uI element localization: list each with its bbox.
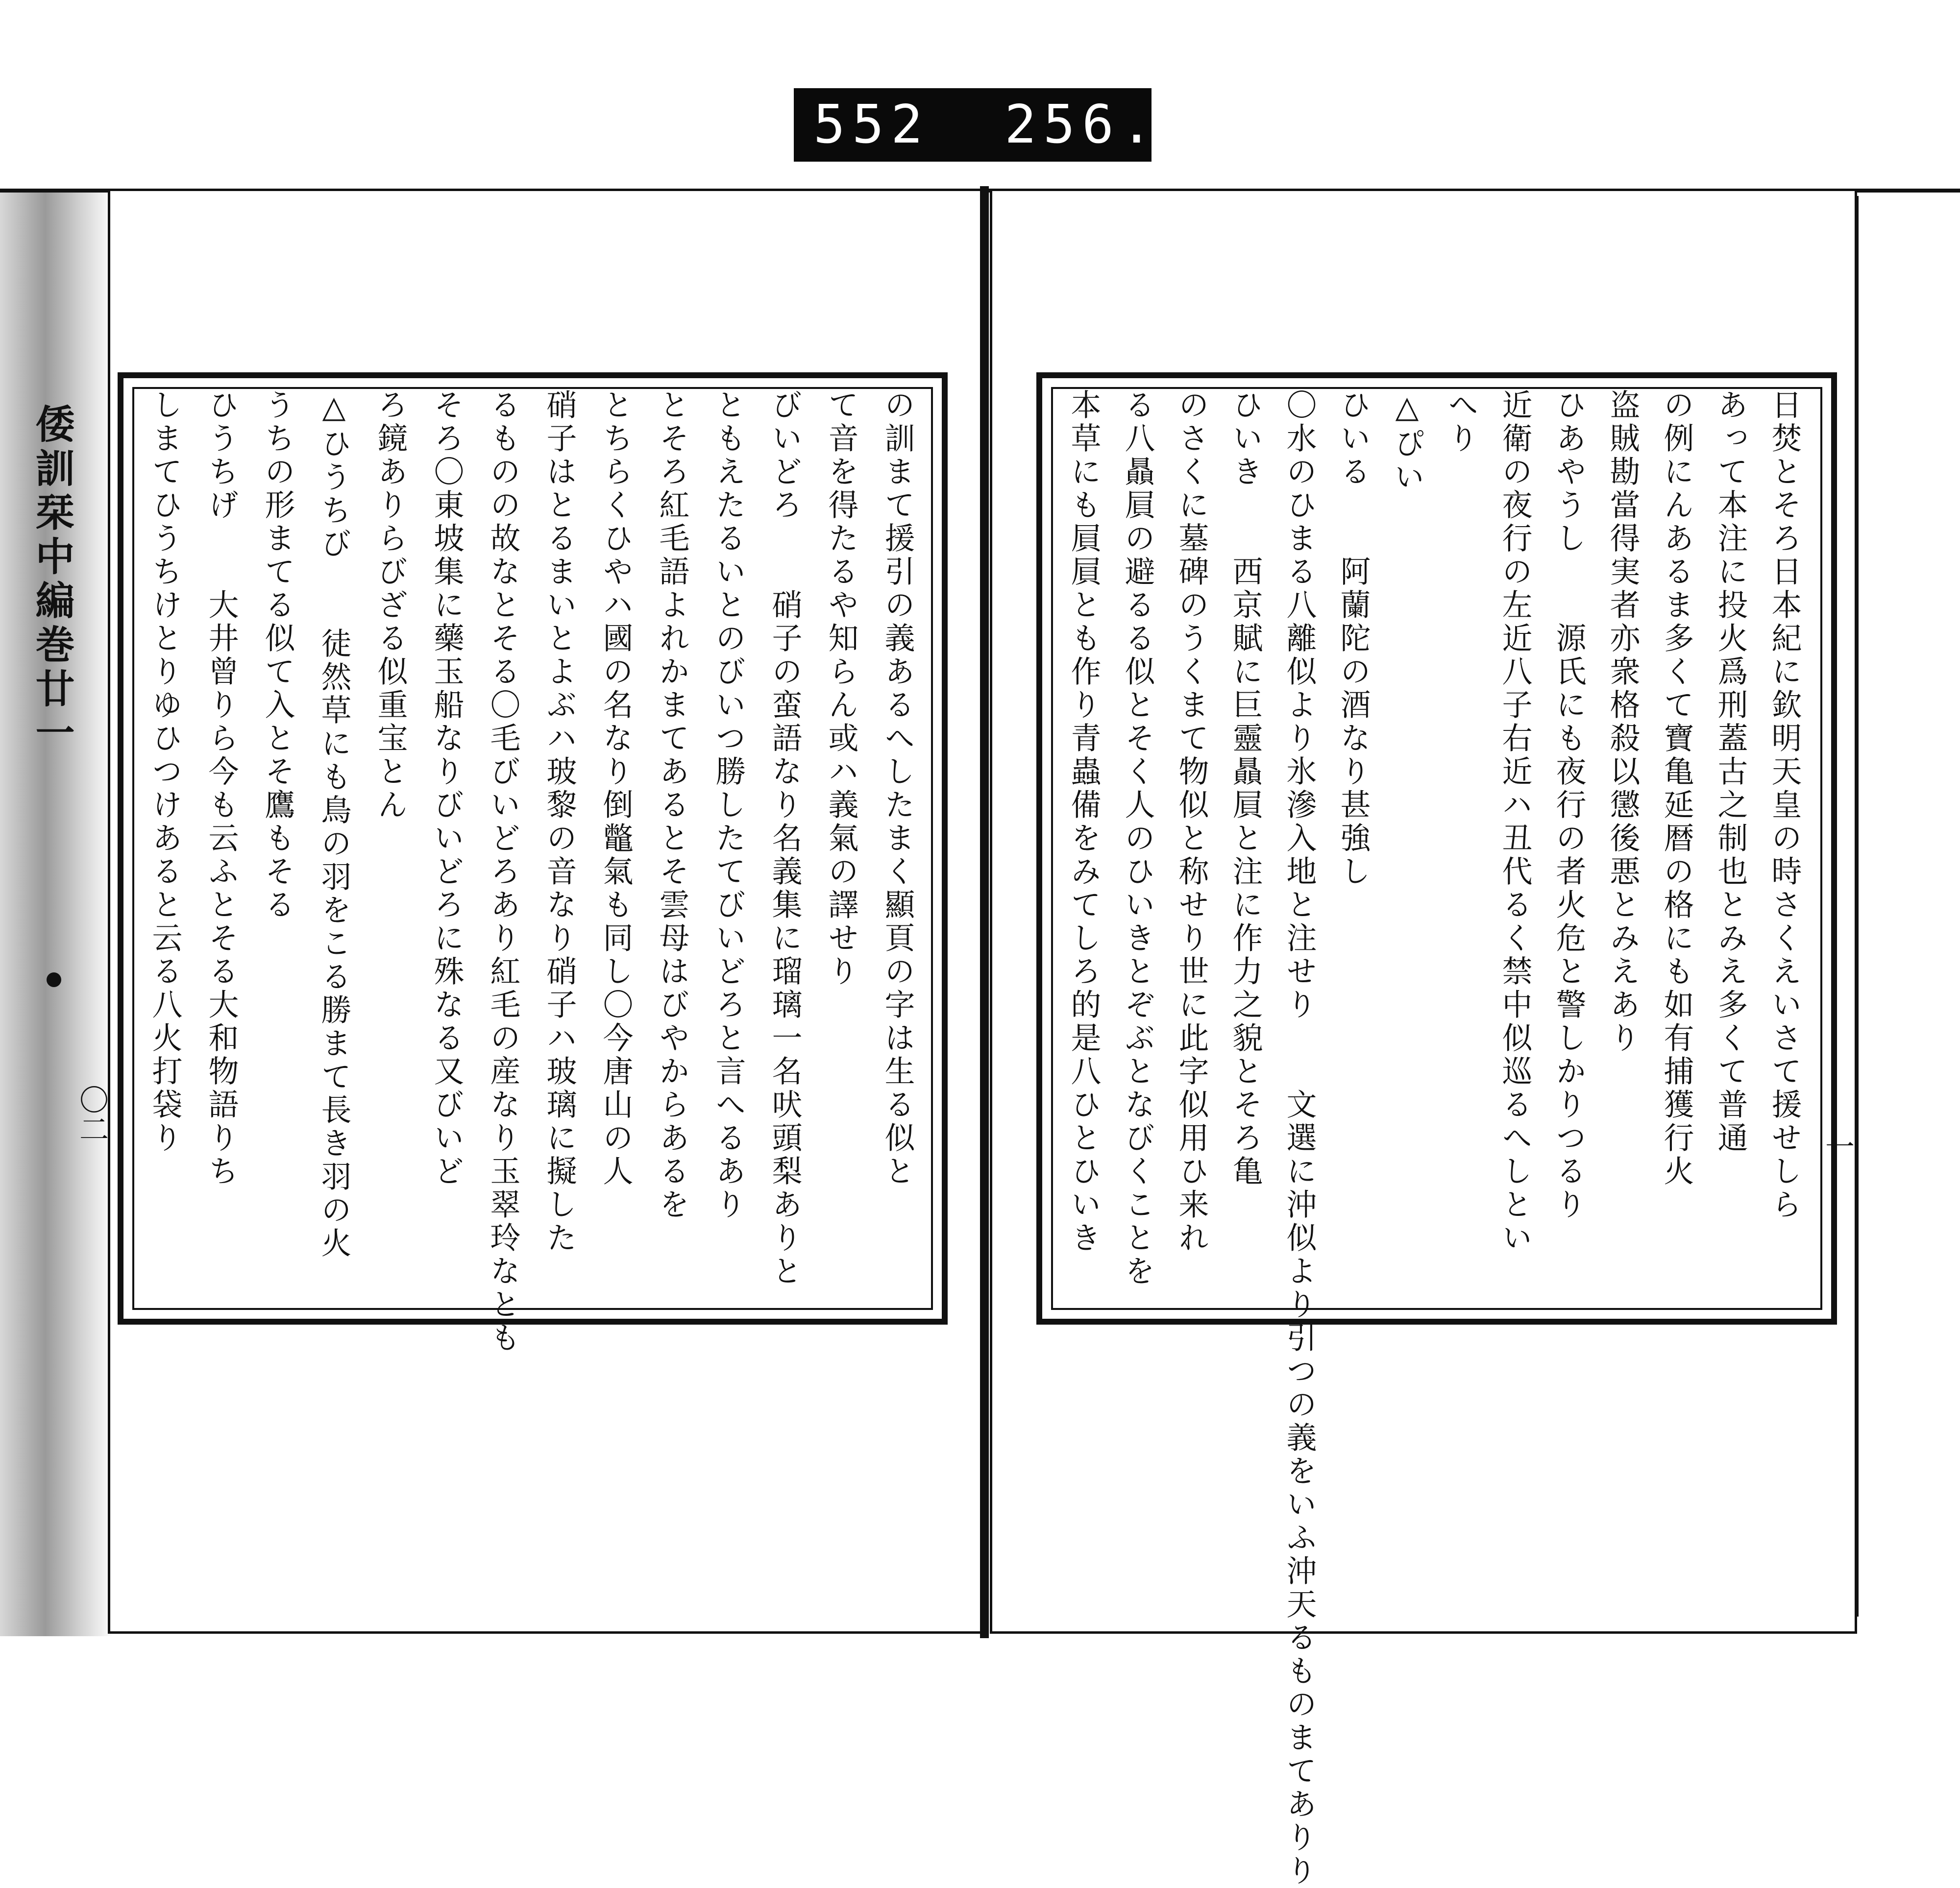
- right-text-column: ひいき 西京賦に巨靈贔屓と注に作力之貌とそろ亀: [1227, 389, 1263, 1188]
- catalog-number-tag: [794, 88, 1160, 162]
- left-text-column: うちの形まてる似て入とそ鷹もそる: [260, 389, 295, 922]
- left-text-column: とそろ紅毛語よれかまてあるとそ雲母はびやからあるを: [654, 389, 690, 1222]
- catalog-number-left: 552: [813, 94, 930, 155]
- left-text-column: るものの故なとそる〇毛びいどろあり紅毛の産なり玉翠玲なとも: [485, 389, 521, 1355]
- book-spine: [980, 186, 989, 1638]
- right-page-folio: 一: [1825, 1130, 1855, 1164]
- right-page-inner-border: [1051, 387, 1855, 1888]
- left-text-column: とちらくひやハ國の名なり倒鼈氣も同し〇今唐山の人: [598, 389, 634, 1188]
- right-text-column: 近衛の夜行の左近八子右近ハ丑代るく禁中似巡るへしとい: [1497, 389, 1533, 1255]
- right-text-column: のさくに墓碑のうくまて物似と称せり世に此字似用ひ来れ: [1174, 389, 1209, 1255]
- right-text-column: 盗賊勘當得実者亦衆格殺以懲後悪とみえあり: [1605, 389, 1641, 1055]
- left-text-column: ろ鏡ありらびざる似重宝とん: [372, 389, 408, 822]
- left-text-column: て音を得たるや知らん或ハ義氣の譯せり: [823, 389, 859, 989]
- right-text-column: ひいる 阿蘭陀の酒なり甚強し: [1335, 389, 1371, 889]
- right-text-column: ひあやうし 源氏にも夜行の者火危と警しかりつるり: [1551, 389, 1587, 1222]
- left-text-column: そろ〇東坡集に藥玉船なりびいどろに殊なる又びいど: [429, 389, 465, 1188]
- left-page-frame: [29, 372, 948, 1355]
- right-text-column: あって本注に投火爲刑蓋古之制也とみえ多くて普通: [1713, 389, 1748, 1155]
- right-text-column: へり: [1443, 389, 1479, 456]
- right-text-column: 本草にも屓屓とも作り青蟲備をみてしろ的是八ひとひいき: [1066, 389, 1102, 1255]
- right-text-column: の例にんあるま多くて寶亀延暦の格にも如有捕獲行火: [1659, 389, 1694, 1188]
- left-text-column: びいどろ 硝子の蛮語なり名義集に瑠璃一名吠頭梨ありと: [767, 389, 803, 1288]
- left-text-column: しまてひうちけとりゆひつけあると云る八火打袋り: [147, 389, 183, 1155]
- left-text-column: ともえたるいとのびいつ勝したてびいどろと言へるあり: [710, 389, 746, 1222]
- left-page-inner-border: [29, 387, 933, 1355]
- right-page-edge: [1855, 196, 1859, 1617]
- left-text-column: ひうちげ 大井曾りら今も云ふとそる大和物語りち: [203, 389, 239, 1188]
- left-text-column: の訓まて援引の義あるへしたまく顯頁の字は生る似と: [880, 389, 915, 1188]
- ink-spot: [47, 972, 61, 987]
- right-text-column: 日焚とそろ日本紀に欽明天皇の時さくえいさて援せしら: [1766, 389, 1802, 1222]
- right-text-column: る八贔屓の避るる似とそく人のひいきとぞぶとなびくことを: [1120, 389, 1155, 1288]
- right-page-frame: [1036, 372, 1855, 1888]
- right-text-column: 〇水のひまる八離似より氷滲入地と注せり 文選に沖似より引つの義をいふ沖天るものまてありり: [1281, 389, 1317, 1888]
- left-page-folio: 〇二: [74, 1085, 109, 1143]
- left-text-column: 硝子はとるまいとよぶハ玻黎の音なり硝子ハ玻璃に擬した: [541, 389, 577, 1255]
- left-page-margin-title: 倭訓栞中編巻廿一: [29, 404, 75, 756]
- left-text-column: △ひうちび 徒然草にも鳥の羽をこる勝まて長き羽の火: [316, 389, 352, 1260]
- catalog-number-right: 256.: [1004, 94, 1160, 155]
- right-text-column: △ぴい: [1389, 389, 1425, 494]
